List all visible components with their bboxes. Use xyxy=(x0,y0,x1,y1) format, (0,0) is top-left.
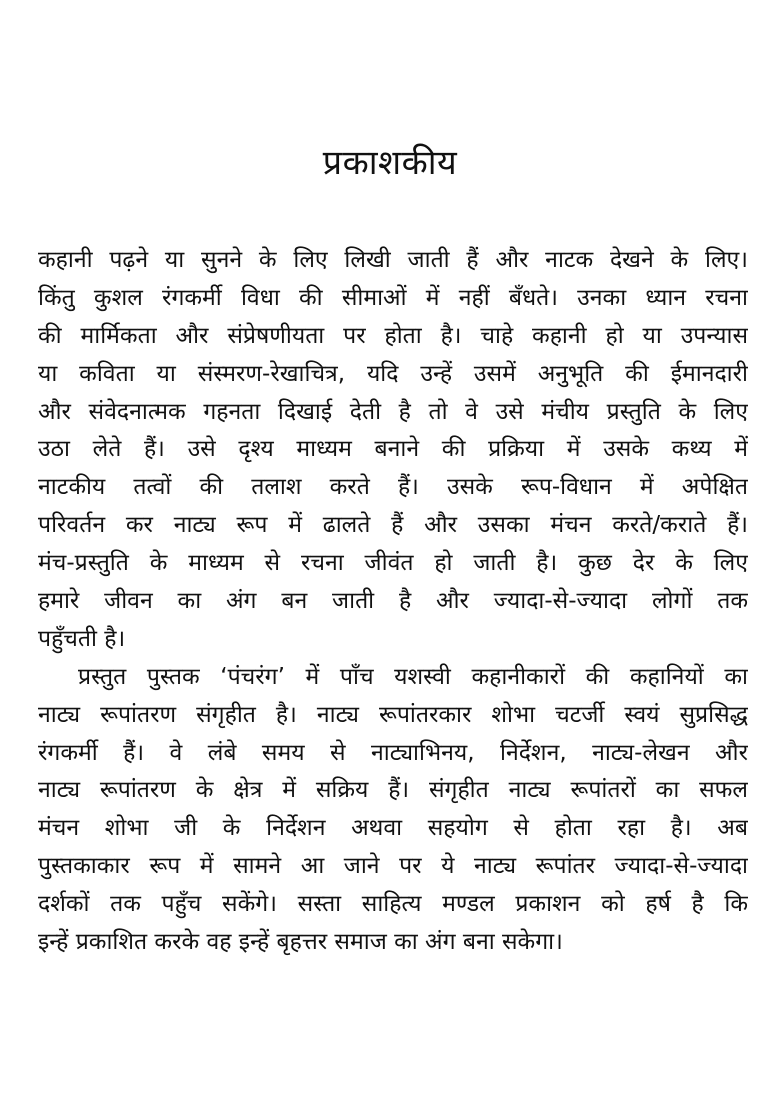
text-line: और संवेदनात्मक गहनता दिखाई देती है तो वे उसे मंचीय प्रस्तुति के लिए xyxy=(38,398,748,425)
text-line: हमारे जीवन का अंग बन जाती है और ज्यादा-से-ज्यादा लोगों तक xyxy=(38,588,748,615)
text-line: कहानी पढ़ने या सुनने के लिए लिखी जाती हैं और नाटक देखने के लिए। xyxy=(38,247,748,273)
text-line: मंच-प्रस्तुति के माध्यम से रचना जीवंत हो जाती है। कुछ देर के लिए xyxy=(38,550,748,577)
text-line: पहुँचती है। xyxy=(38,625,126,652)
page-title: प्रकाशकीय xyxy=(322,143,458,183)
text-line: नाट्य रूपांतरण संगृहीत है। नाट्य रूपांतरकार शोभा चटर्जी स्वयं सुप्रसिद्ध xyxy=(38,701,748,728)
text-line: या कविता या संस्मरण-रेखाचित्र, यदि उन्हें उसमें अनुभूति की ईमानदारी xyxy=(38,360,748,387)
body-text xyxy=(38,242,748,962)
text-line: प्रस्तुत पुस्तक ‘पंचरंग’ में पाँच यशस्वी कहानीकारों की कहानियों का xyxy=(78,663,748,690)
paragraph-1 xyxy=(38,242,748,659)
text-line: नाटकीय तत्वों की तलाश करते हैं। उसके रूप-विधान में अपेक्षित xyxy=(38,474,748,501)
text-line: पुस्तकाकार रूप में सामने आ जाने पर ये नाट्य रूपांतर ज्यादा-से-ज्यादा xyxy=(38,853,748,880)
text-line: परिवर्तन कर नाट्य रूप में ढालते हैं और उसका मंचन करते/कराते हैं। xyxy=(38,512,748,539)
paragraph-2 xyxy=(38,659,748,962)
text-line: नाट्य रूपांतरण के क्षेत्र में सक्रिय हैं। संगृहीत नाट्य रूपांतरों का सफल xyxy=(38,777,748,804)
text-line: दर्शकों तक पहुँच सकेंगे। सस्ता साहित्य मण्डल प्रकाशन को हर्ष है कि xyxy=(38,891,748,918)
text-line: उठा लेते हैं। उसे दृश्य माध्यम बनाने की प्रक्रिया में उसके कथ्य में xyxy=(38,436,748,463)
text-line: की मार्मिकता और संप्रेषणीयता पर होता है। चाहे कहानी हो या उपन्यास xyxy=(38,322,748,349)
text-line: इन्हें प्रकाशित करके वह इन्हें बृहत्तर समाज का अंग बना सकेगा। xyxy=(38,929,563,956)
text-line: किंतु कुशल रंगकर्मी विधा की सीमाओं में नहीं बँधते। उनका ध्यान रचना xyxy=(38,284,748,311)
text-line: रंगकर्मी हैं। वे लंबे समय से नाट्याभिनय, निर्देशन, नाट्य-लेखन और xyxy=(38,739,748,766)
text-line: मंचन शोभा जी के निर्देशन अथवा सहयोग से होता रहा है। अब xyxy=(38,815,748,842)
